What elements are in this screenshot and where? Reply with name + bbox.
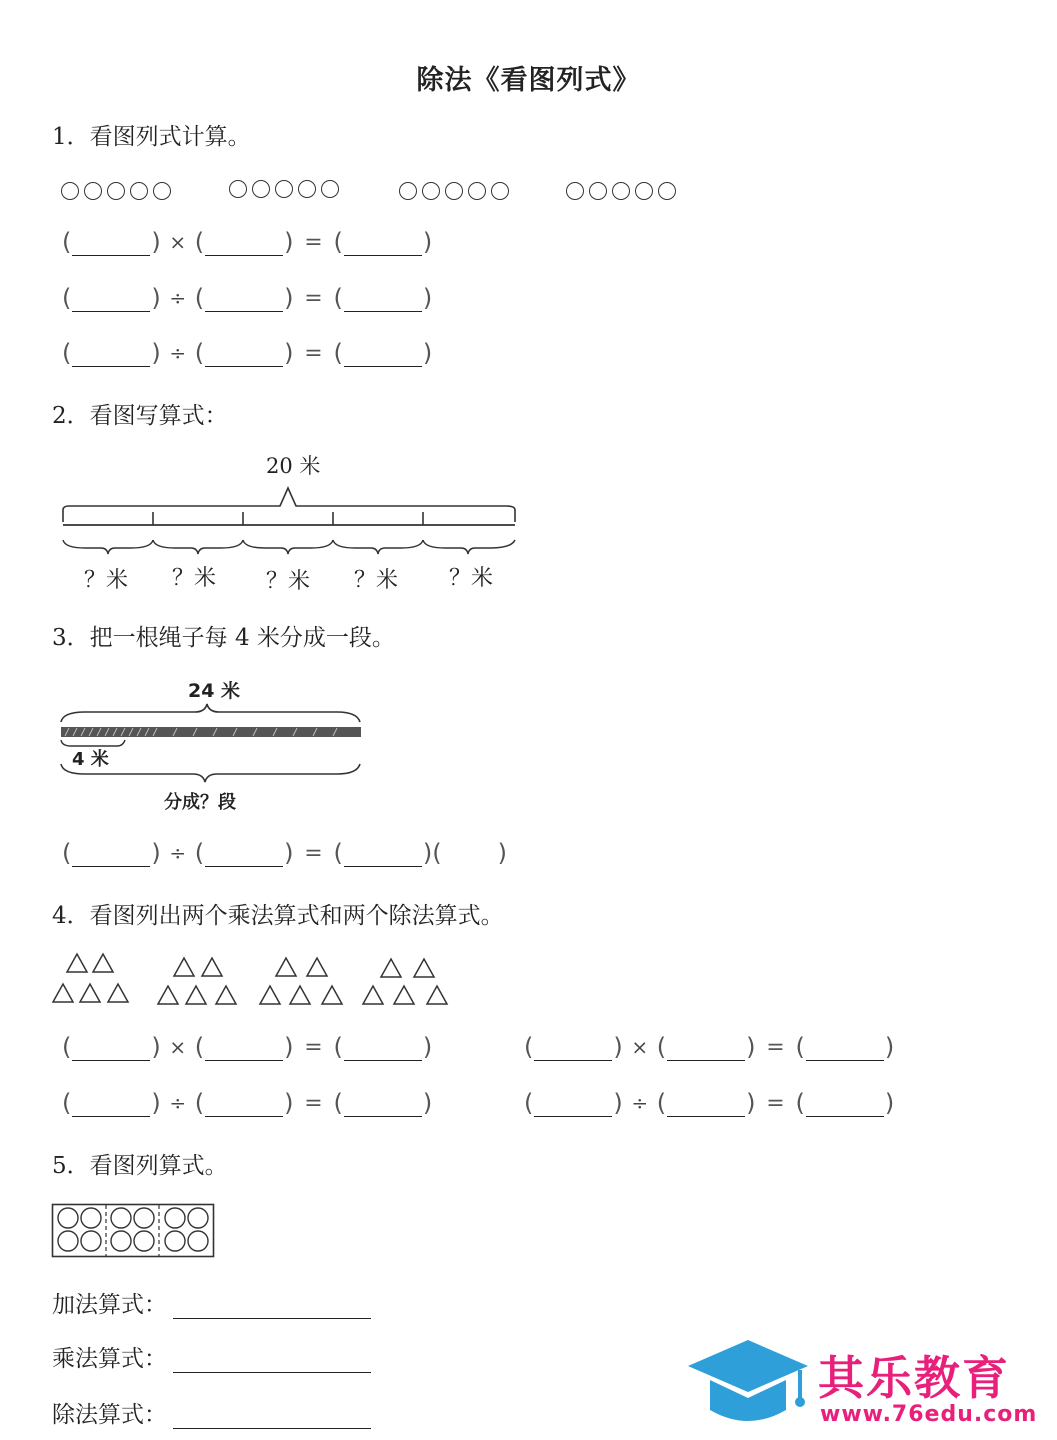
segment-count-label: 分成？段 (164, 792, 236, 813)
answer-blank[interactable] (205, 1090, 283, 1117)
answer-blank[interactable] (344, 285, 422, 312)
total-length-label: 20 米 (266, 454, 321, 478)
circle-group-4 (566, 182, 676, 200)
segment-label: ？米 (84, 568, 129, 593)
q4-left-equation-1: ( ) × ( ) = ( ) (62, 1033, 433, 1061)
rope-total-label: 24 米 (188, 680, 241, 702)
circle-grid-diagram (51, 1203, 217, 1259)
answer-blank[interactable] (72, 229, 150, 256)
q3-equation: ( ) ÷ ( ) = ( ) ( ) (62, 839, 507, 867)
answer-blank[interactable] (806, 1034, 884, 1061)
addition-row (52, 1286, 371, 1319)
question-1-label: 1．看图列式计算。 (52, 124, 251, 150)
question-5-label: 5．看图列算式。 (52, 1153, 228, 1179)
circle-group-1 (61, 182, 171, 200)
segment-label: ？米 (266, 569, 311, 594)
answer-blank[interactable] (344, 1090, 422, 1117)
multiplication-answer-line[interactable] (173, 1346, 371, 1373)
answer-blank[interactable] (72, 1034, 150, 1061)
q1-equation-1: ( ) × ( ) = ( ) (62, 228, 433, 256)
segment-label: ？米 (449, 566, 494, 591)
answer-blank[interactable] (205, 1034, 283, 1061)
rope-diagram (55, 698, 370, 790)
question-2-label: 2．看图写算式： (52, 403, 228, 429)
answer-blank[interactable] (534, 1090, 612, 1117)
answer-blank[interactable] (205, 285, 283, 312)
answer-blank[interactable] (205, 229, 283, 256)
segment-diagram (55, 482, 525, 562)
triangle-groups (50, 950, 470, 1010)
answer-blank[interactable] (344, 229, 422, 256)
answer-blank[interactable] (344, 340, 422, 367)
addition-label: 加法算式： (52, 1292, 167, 1318)
logo-name: 其乐教育 (818, 1351, 1010, 1405)
answer-blank[interactable] (534, 1034, 612, 1061)
division-label: 除法算式： (52, 1402, 167, 1428)
multiplication-label: 乘法算式： (52, 1346, 167, 1372)
answer-blank[interactable] (344, 1034, 422, 1061)
piece-length-label: 4 米 (72, 749, 109, 770)
addition-answer-line[interactable] (173, 1292, 371, 1319)
answer-blank[interactable] (667, 1034, 745, 1061)
division-row (52, 1396, 371, 1429)
answer-blank[interactable] (344, 840, 422, 867)
answer-blank[interactable] (806, 1090, 884, 1117)
q4-right-equation-1: ( ) × ( ) = ( ) (524, 1033, 895, 1061)
answer-blank[interactable] (72, 1090, 150, 1117)
circle-group-2 (229, 180, 339, 198)
question-3-label: 3．把一根绳子每 4 米分成一段。 (52, 625, 395, 651)
logo-url: www.76edu.com (820, 1402, 1038, 1427)
page-title: 除法《看图列式》 (416, 65, 641, 96)
circle-group-3 (399, 182, 509, 200)
answer-blank[interactable] (667, 1090, 745, 1117)
multiplication-row (52, 1340, 371, 1373)
q4-right-equation-2: ( ) ÷ ( ) = ( ) (524, 1089, 895, 1117)
division-answer-line[interactable] (173, 1402, 371, 1429)
answer-blank[interactable] (205, 840, 283, 867)
graduation-cap-icon (684, 1336, 814, 1432)
q1-equation-3: ( ) ÷ ( ) = ( ) (62, 339, 433, 367)
q4-left-equation-2: ( ) ÷ ( ) = ( ) (62, 1089, 433, 1117)
answer-blank[interactable] (72, 285, 150, 312)
answer-blank[interactable] (72, 840, 150, 867)
q1-equation-2: ( ) ÷ ( ) = ( ) (62, 284, 433, 312)
answer-blank[interactable] (205, 340, 283, 367)
answer-blank[interactable] (72, 340, 150, 367)
segment-label: ？米 (354, 568, 399, 593)
segment-label: ？米 (172, 566, 217, 591)
question-4-label: 4．看图列出两个乘法算式和两个除法算式。 (52, 903, 504, 929)
